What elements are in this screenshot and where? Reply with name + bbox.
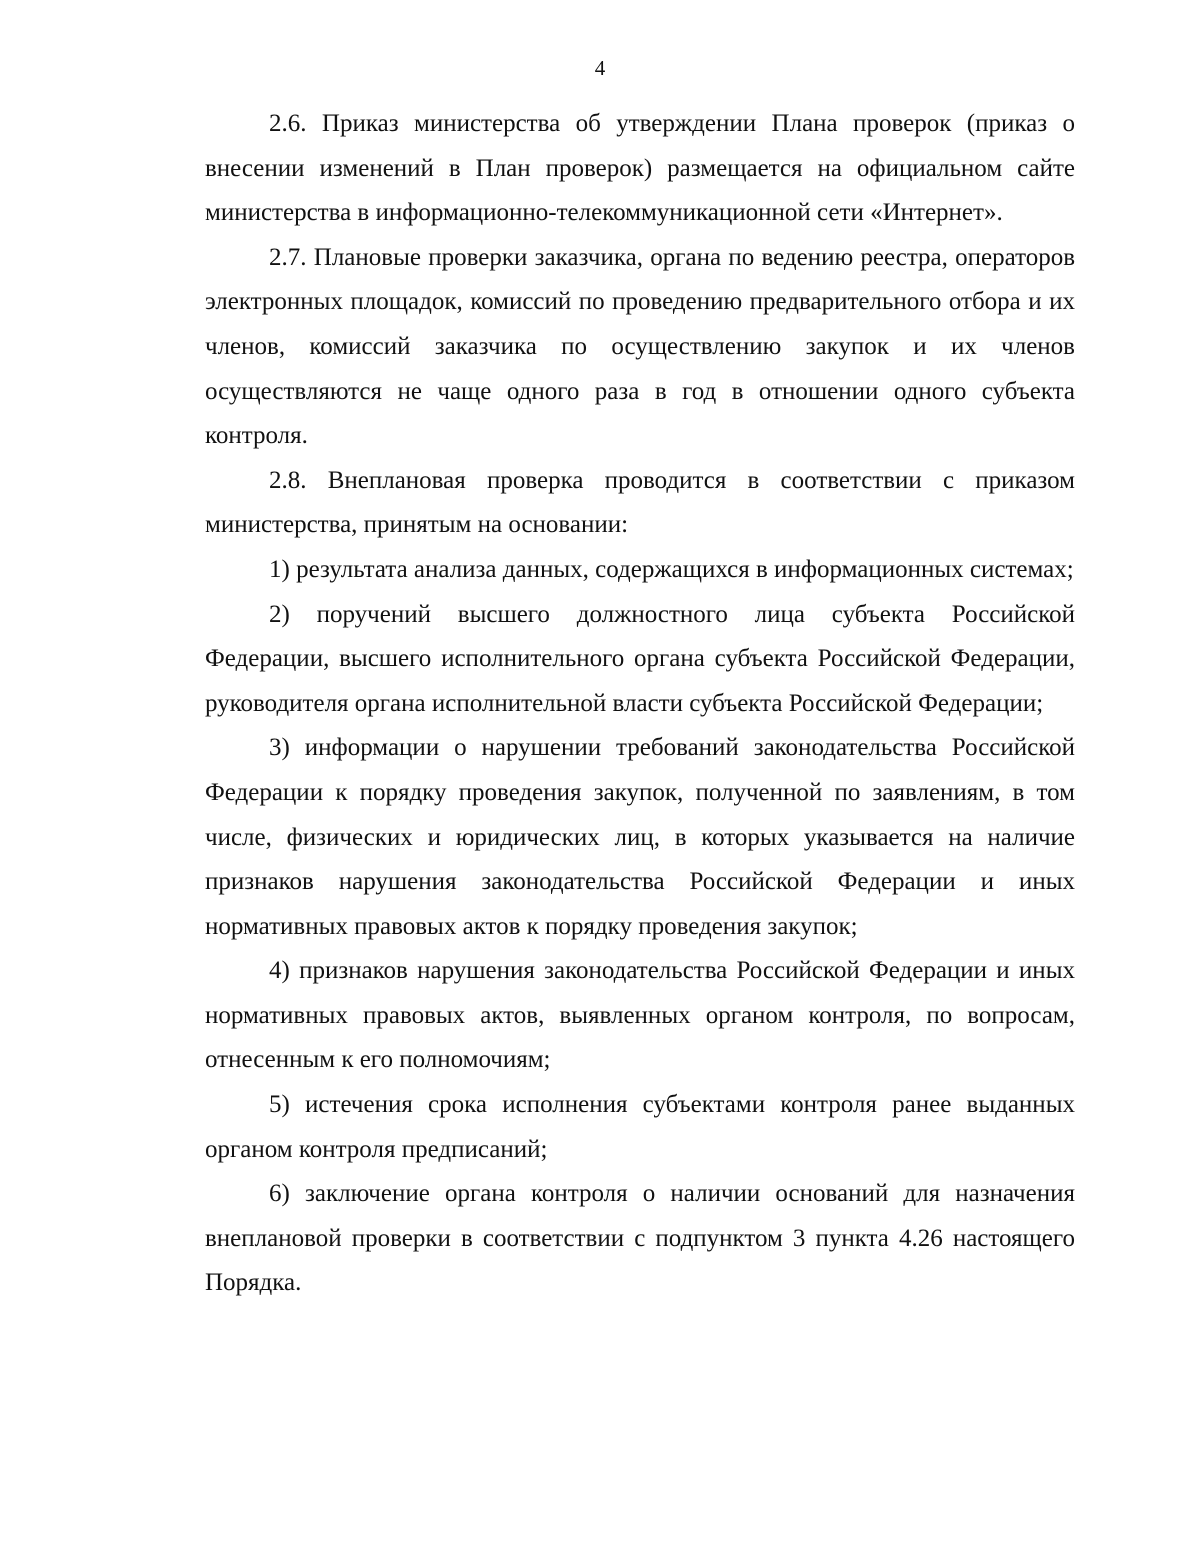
paragraph-2-8: 2.8. Внеплановая проверка проводится в соответствии с приказом министерства, принятым на основании: bbox=[205, 466, 1075, 539]
document-body bbox=[205, 102, 1075, 1306]
page-number: 4 bbox=[594, 56, 606, 80]
list-item-5: 5) истечения срока исполнения субъектами контроля ранее выданных органом контроля предписаний; bbox=[205, 1091, 1075, 1163]
list-item-3: 3) информации о нарушении требований законодательства Российской Федерации к порядку проведения закупок, полученной по заявлениям, в том числе, физических и юридических лиц, в которых указывается на наличие признаков нарушения законодательства Российской Федерации и иных нормативных правовых актов к порядку проведения закупок; bbox=[205, 734, 1075, 940]
list-item-2: 2) поручений высшего должностного лица субъекта Российской Федерации, высшего исполнительного органа субъекта Российской Федерации, руководителя органа исполнительной власти субъекта Российской Федерации; bbox=[205, 600, 1075, 717]
list-item-4: 4) признаков нарушения законодательства Российской Федерации и иных нормативных правовых актов, выявленных органом контроля, по вопросам, отнесенным к его полномочиям; bbox=[205, 957, 1075, 1074]
paragraph-2-6: 2.6. Приказ министерства об утверждении Плана проверок (приказ о внесении изменений в План проверок) размещается на официальном сайте министерства в информационно-телекоммуникационной сети «Интернет». bbox=[205, 110, 1075, 227]
paragraph-2-7: 2.7. Плановые проверки заказчика, органа по ведению реестра, операторов электронных площадок, комиссий по проведению предварительного отбора и их членов, комиссий заказчика по осуществлению закупок и их членов осуществляются не чаще одного раза в год в отношении одного субъекта контроля. bbox=[205, 243, 1075, 450]
list-item-6: 6) заключение органа контроля о наличии оснований для назначения внеплановой проверки в соответствии с подпунктом 3 пункта 4.26 настоящего Порядка. bbox=[205, 1180, 1075, 1297]
list-item-1: 1) результата анализа данных, содержащихся в информационных системах; bbox=[269, 555, 1074, 583]
